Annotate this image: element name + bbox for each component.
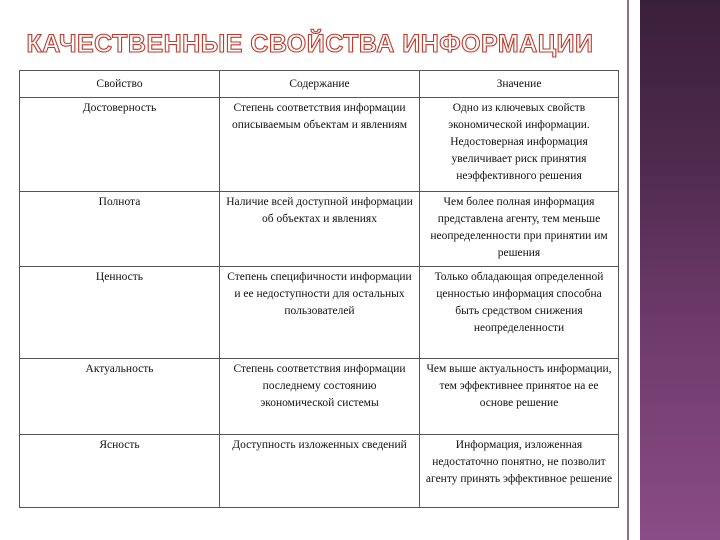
table-row xyxy=(20,267,619,359)
table-row xyxy=(20,98,619,192)
table-header-row xyxy=(20,71,619,98)
content-cell: Наличие всей доступной информации об объектах и явлениях xyxy=(220,192,420,267)
header-meaning: Значение xyxy=(420,71,619,98)
table-row xyxy=(20,435,619,508)
property-cell: Полнота xyxy=(20,192,220,267)
property-cell: Актуальность xyxy=(20,359,220,435)
header-content: Содержание xyxy=(220,71,420,98)
meaning-cell: Информация, изложенная недостаточно понятно, не позволит агенту принять эффективное решение xyxy=(420,435,619,508)
property-cell: Ценность xyxy=(20,267,220,359)
meaning-cell: Чем выше актуальность информации, тем эффективнее принятое на ее основе решение xyxy=(420,359,619,435)
divider-line xyxy=(627,0,629,540)
content-cell: Степень соответствия информации последнему состоянию экономической системы xyxy=(220,359,420,435)
table-row xyxy=(20,359,619,435)
property-cell: Достоверность xyxy=(20,98,220,192)
meaning-cell: Одно из ключевых свойств экономической информации. Недостоверная информация увеличивает риск принятия неэффективного решения xyxy=(420,98,619,192)
properties-table xyxy=(19,70,619,508)
content-cell: Доступность изложенных сведений xyxy=(220,435,420,508)
content-cell: Степень соответствия информации описываемым объектам и явлениям xyxy=(220,98,420,192)
header-property: Свойство xyxy=(20,71,220,98)
table-row xyxy=(20,192,619,267)
slide-title: КАЧЕСТВЕННЫЕ СВОЙСТВА ИНФОРМАЦИИ xyxy=(26,30,594,58)
decorative-side-panel xyxy=(640,0,720,540)
content-cell: Степень специфичности информации и ее недоступности для остальных пользователей xyxy=(220,267,420,359)
meaning-cell: Чем более полная информация представлена агенту, тем меньше неопределенности при принятии им решения xyxy=(420,192,619,267)
property-cell: Ясность xyxy=(20,435,220,508)
meaning-cell: Только обладающая определенной ценностью информация способна быть средством снижения неопределенности xyxy=(420,267,619,359)
